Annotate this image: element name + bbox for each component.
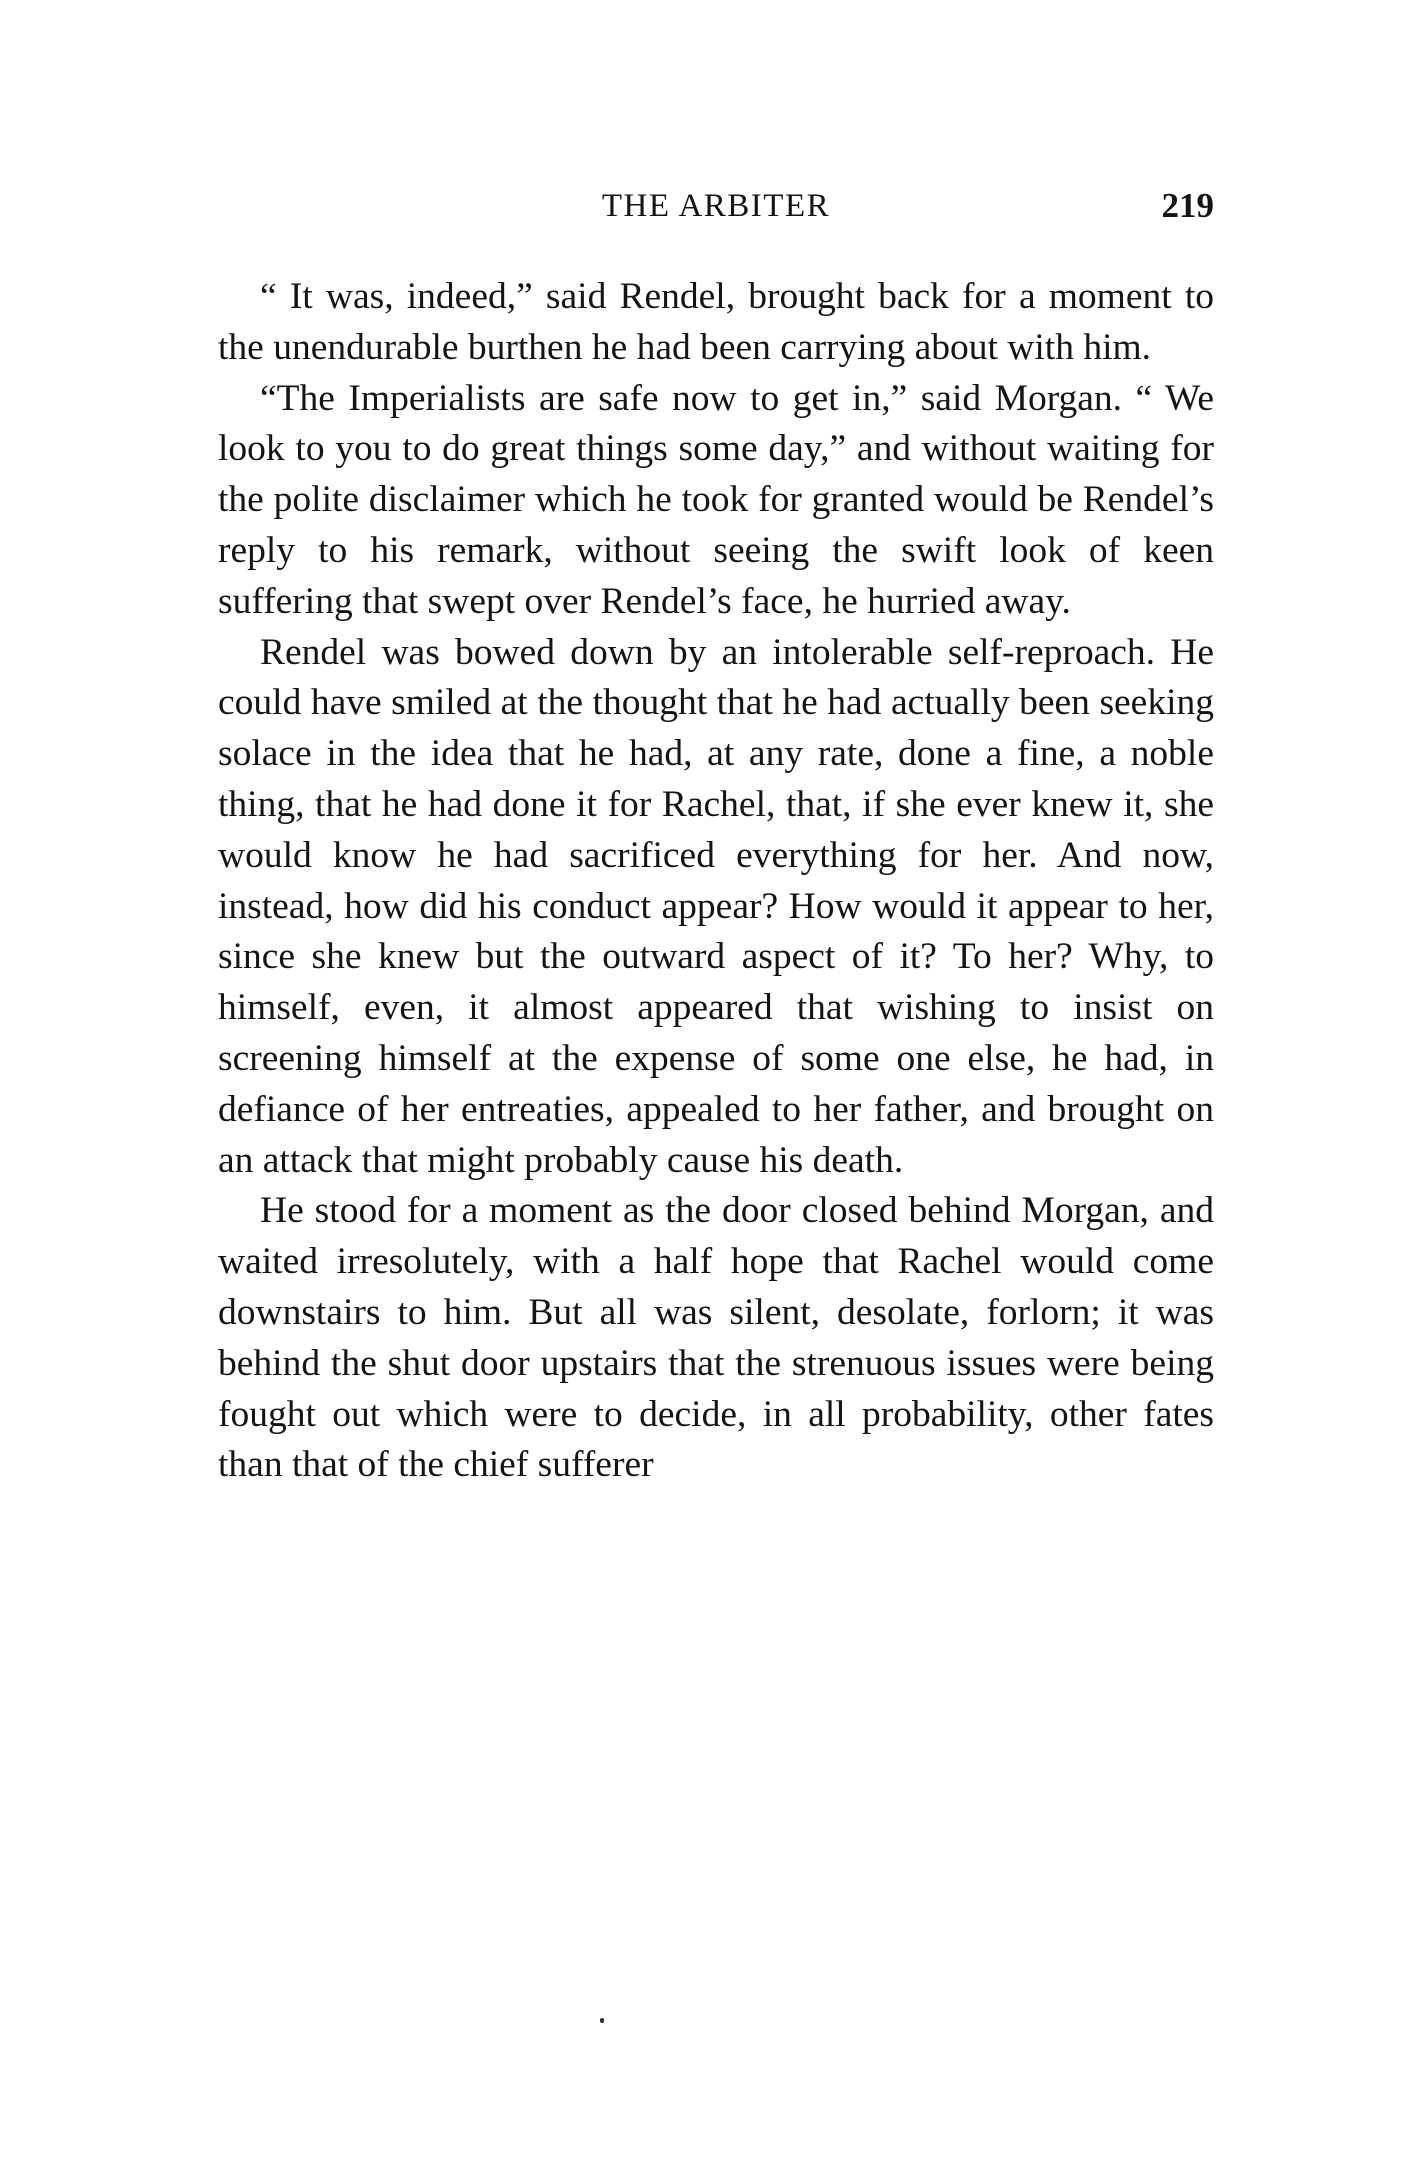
running-title: THE ARBITER	[601, 188, 831, 224]
body-text	[218, 272, 1214, 1491]
running-head	[218, 186, 1214, 236]
paragraph-3: Rendel was bowed down by an intolerable self-reproach. He could have smiled at the thought that he had actually been seeking solace in the idea that he had, at any rate, done a fine, a noble thing, that he had done it for Rachel, that, if she ever knew it, she would know he had sacrificed everything for her. And now, instead, how did his conduct appear? How would it appear to her, since she knew but the outward aspect of it? To her? Why, to himself, even, it almost appeared that wishing to insist on screening himself at the expense of some one else, he had, in defiance of her entreaties, appealed to her father, and brought on an attack that might probably cause his death.	[218, 631, 1214, 1181]
paragraph-4: He stood for a moment as the door closed behind Morgan, and waited irresolutely, with a half hope that Rachel would come downstairs to him. But all was silent, desolate, forlorn; it was behind the shut door upstairs that the strenuous issues were being fought out which were to decide, in all probability, other fates than that of the chief sufferer	[218, 1190, 1214, 1486]
paragraph-2: “The Imperialists are safe now to get in,” said Morgan. “ We look to you to do great things some day,” and without waiting for the polite disclaimer which he took for granted would be Rendel’s reply to his remark, without seeing the swift look of keen suffering that swept over Rendel’s face, he hurried away.	[218, 377, 1214, 622]
print-speck	[600, 2018, 604, 2023]
paragraph-1: “ It was, indeed,” said Rendel, brought back for a moment to the unendurable burthen he had been carrying about with him.	[218, 276, 1214, 368]
page-number: 219	[1161, 186, 1214, 225]
